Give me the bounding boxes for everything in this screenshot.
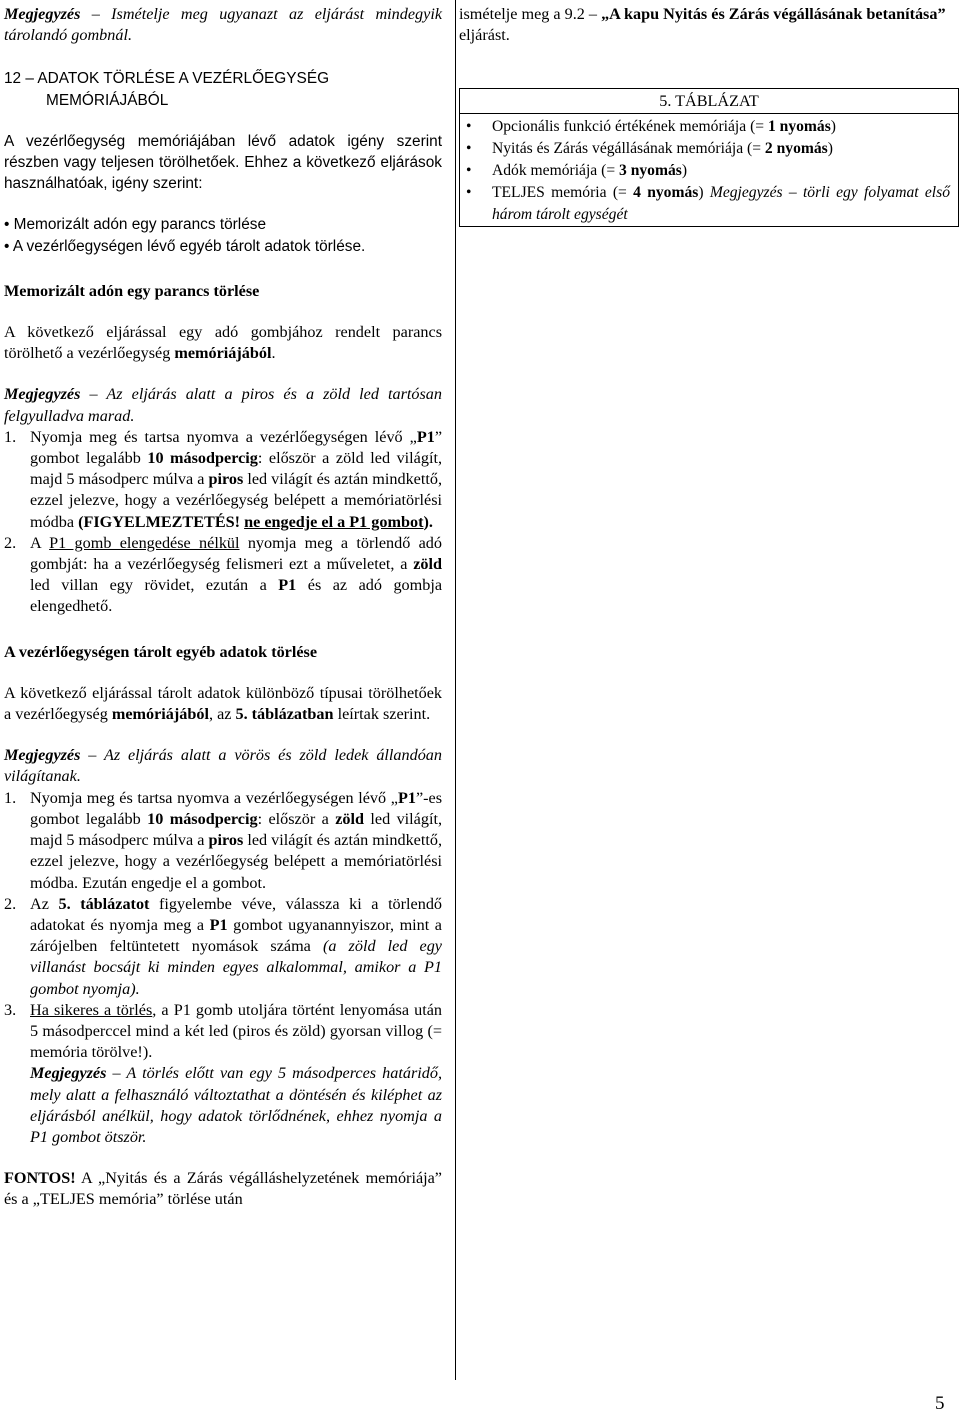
list-item: • A vezérlőegységen lévő egyéb tárolt adatok törlése. <box>4 237 366 255</box>
subsection-intro-other-delete: A következő eljárással tárolt adatok különböző típusai törölhetőek a vezérlőegység memóriájából, az 5. táblázatban leírtak szerint. <box>4 683 442 724</box>
table-row: • Adók memóriája (= 3 nyomás) <box>466 162 688 180</box>
step-2: 2. Az 5. táblázatot figyelembe véve, válassza ki a törlendő adatokat és nyomja meg a P1 gombot ugyanannyiszor, mint a zárójelben feltüntetett nyomások száma (a zöld led egy villanást bocsájt ki minden egyes alkalommal, amikor a P1 gombot nyomja). <box>4 894 443 998</box>
subsection-title-command-delete: Memorizált adón egy parancs törlése <box>4 281 260 300</box>
table-body <box>460 114 958 226</box>
note-repeat: Megjegyzés – Ismételje meg ugyanazt az eljárást mindegyik tárolandó gombnál. <box>4 5 443 45</box>
note-leds-constant: Megjegyzés – Az eljárás alatt a vörös és zöld ledek állandóan világítanak. <box>4 746 442 786</box>
deletion-options-list <box>4 214 442 256</box>
table-row: • Opcionális funkció értékének memóriája (= 1 nyomás) <box>466 118 836 136</box>
left-column <box>4 4 442 1211</box>
step-1: 1. Nyomja meg és tartsa nyomva a vezérlőegységen lévő „P1” gombot legalább 10 másodpercig: először a zöld led világít, majd 5 másodperc múlva a piros led világít és aztán mindkettő, ezzel jelezve, hogy a vezérlőegység belépett a memóriatörlési módba (FIGYELMEZTETÉS! ne engedje el a P1 gombot). <box>4 427 442 531</box>
subsection-title-other-delete: A vezérlőegységen tárolt egyéb adatok törlése <box>4 642 318 661</box>
section-12-intro: A vezérlőegység memóriájában lévő adatok igény szerint részben vagy teljesen törölhetőek. Ehhez a következő eljárások használhatóak, igény szerint: <box>4 132 442 193</box>
subsection-intro-command-delete: A következő eljárással egy adó gombjához rendelt parancs törölhető a vezérlőegység memóriájából. <box>4 323 442 363</box>
page-number: 5 <box>935 1393 945 1414</box>
table-title: 5. TÁBLÁZAT <box>460 89 958 114</box>
step-3: 3. Ha sikeres a törlés, a P1 gomb utoljára történt lenyomása után 5 másodperccel mind a két led (piros és zöld) gyorsan villog (= memória törölve!). Megjegyzés – A törlés előtt van egy 5 másodperces határidő, mely alatt a felhasználó változtathat a döntésén és kiléphet az eljárásból anélkül, hogy adatok törlődnének, ehhez nyomja a P1 gombot ötször. <box>4 1000 442 1146</box>
continuation-text: ismételje meg a 9.2 – „A kapu Nyitás és Zárás végállásának betanítása” eljárást. <box>459 5 946 45</box>
other-delete-steps <box>4 788 442 1148</box>
column-divider <box>455 0 456 1380</box>
command-delete-steps <box>4 427 442 618</box>
section-12-title: 12 – ADATOK TÖRLÉSE A VEZÉRLŐEGYSÉG MEMÓRIÁJÁBÓL <box>4 70 330 109</box>
table-5 <box>459 88 959 227</box>
important-note: FONTOS! A „Nyitás és a Zárás végálláshelyzetének memóriája” és a „TELJES memória” törlése után <box>4 1169 442 1209</box>
right-column <box>459 4 949 227</box>
step-1: 1. Nyomja meg és tartsa nyomva a vezérlőegységen lévő „P1”-es gombot legalább 10 másodpercig: először a zöld led világít, majd 5 másodperc múlva a piros led világít és aztán mindkettő, ezzel jelezve, hogy a vezérlőegység belépett a memóriatörlési módba. Ezután engedje el a gombot. <box>4 788 443 892</box>
table-row: • TELJES memória (= 4 nyomás) Megjegyzés – törli egy folyamat első három tárolt egységét <box>466 184 950 224</box>
step-2: 2. A P1 gomb elengedése nélkül nyomja meg a törlendő adó gombját: ha a vezérlőegység felismeri ezt a műveletet, a zöld led villan egy rövidet, ezután a P1 és az adó gombja elengedhető. <box>4 533 443 616</box>
list-item: • Memorizált adón egy parancs törlése <box>4 216 267 234</box>
note-leds-on: Megjegyzés – Az eljárás alatt a piros és a zöld led tartósan felgyulladva marad. <box>4 385 442 425</box>
table-row: • Nyitás és Zárás végállásának memóriája (= 2 nyomás) <box>466 140 833 158</box>
